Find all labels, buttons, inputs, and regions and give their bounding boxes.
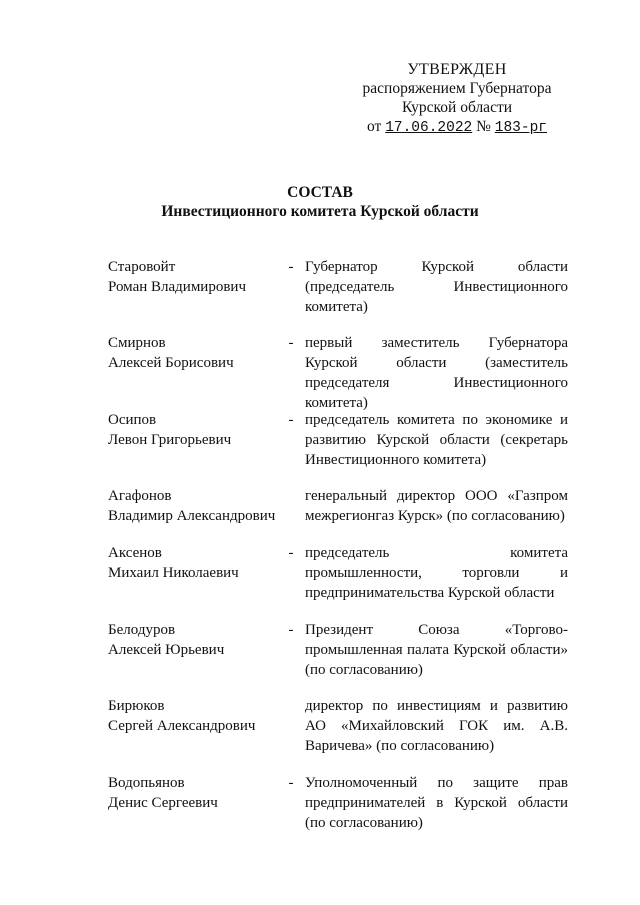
member-name <box>108 486 283 526</box>
approval-date: 17.06.2022 <box>385 120 473 136</box>
date-prefix: от <box>367 118 382 135</box>
member-surname: Осипов <box>108 412 157 428</box>
member-role: генеральный директор ООО «Газпром межрегионгаз Курск» (по согласованию) <box>305 488 568 524</box>
member-surname: Смирнов <box>108 335 166 351</box>
approval-line-2: Курской области <box>401 99 513 116</box>
member-given-name: Денис Сергеевич <box>108 795 218 811</box>
member-dash: - <box>288 412 294 428</box>
member-role: директор по инвестициям и развитию АО «Михайловский ГОК им. А.В. Варичева» (по согласованию) <box>305 698 568 754</box>
title-line-2: Инвестиционного комитета Курской области <box>161 203 479 220</box>
number-prefix: № <box>476 118 491 135</box>
member-dash: - <box>288 335 294 351</box>
approval-number: 183-рг <box>494 120 547 136</box>
member-role: Уполномоченный по защите прав предпринимателей в Курской области (по согласованию) <box>305 775 568 831</box>
member-name <box>108 333 283 373</box>
member-role: председатель комитета по экономике и развитию Курской области (секретарь Инвестиционного комитета) <box>305 412 568 468</box>
member-surname: Аксенов <box>108 545 162 561</box>
member-name <box>108 543 283 583</box>
member-given-name: Михаил Николаевич <box>108 565 239 581</box>
member-surname: Агафонов <box>108 488 172 504</box>
member-surname: Белодуров <box>108 622 176 638</box>
member-dash: - <box>288 545 294 561</box>
member-dash: - <box>288 622 294 638</box>
approval-block <box>347 60 567 138</box>
member-surname: Водопьянов <box>108 775 185 791</box>
member-given-name: Владимир Александрович <box>108 508 276 524</box>
member-name <box>108 696 283 736</box>
member-role: Президент Союза «Торгово-промышленная палата Курской области» (по согласованию) <box>305 622 568 678</box>
document-title <box>0 183 640 221</box>
member-role: первый заместитель Губернатора Курской области (заместитель председателя Инвестиционного комитета) <box>305 335 568 411</box>
member-role: председатель комитета промышленности, торговли и предпринимательства Курской области <box>305 545 568 601</box>
approval-heading: УТВЕРЖДЕН <box>407 61 507 78</box>
member-dash: - <box>288 259 294 275</box>
member-name <box>108 410 283 450</box>
member-name <box>108 257 283 297</box>
member-surname: Старовойт <box>108 259 176 275</box>
approval-line-1: распоряжением Губернатора <box>362 80 552 97</box>
member-dash: - <box>288 775 294 791</box>
member-name <box>108 620 283 660</box>
member-name <box>108 773 283 813</box>
member-given-name: Сергей Александрович <box>108 718 256 734</box>
member-given-name: Алексей Борисович <box>108 355 234 371</box>
member-given-name: Роман Владимирович <box>108 279 246 295</box>
member-role: Губернатор Курской области (председатель Инвестиционного комитета) <box>305 259 568 315</box>
member-given-name: Алексей Юрьевич <box>108 642 225 658</box>
member-surname: Бирюков <box>108 698 165 714</box>
title-line-1: СОСТАВ <box>287 184 353 201</box>
approval-date-line <box>347 117 567 138</box>
member-given-name: Левон Григорьевич <box>108 432 232 448</box>
